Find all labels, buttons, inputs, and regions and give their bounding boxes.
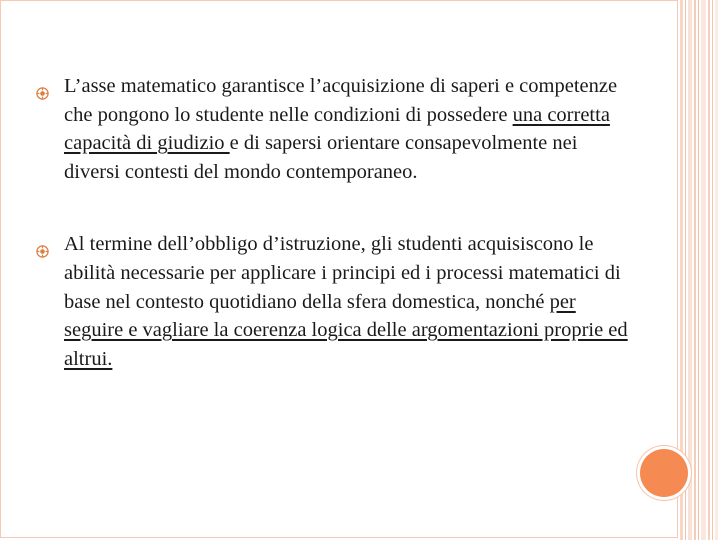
sun-bullet-icon bbox=[36, 80, 49, 93]
decorative-circle bbox=[640, 449, 688, 497]
underlined-phrase: per seguire e vagliare la coerenza logica delle argomentazioni proprie ed altrui. bbox=[64, 290, 628, 370]
decorative-stripe bbox=[715, 0, 718, 540]
decorative-stripe bbox=[698, 0, 699, 540]
bullet-text: L’asse matematico garantisce l’acquisizione di saperi e competenze che pongono lo studente nelle condizioni di possedere una corretta capacità di giudizio e di sapersi orientare consapevolmente nei diversi contesti del mondo contemporaneo. bbox=[64, 75, 618, 183]
slide-content bbox=[36, 72, 636, 373]
decorative-stripe bbox=[712, 0, 713, 540]
bullet-item bbox=[36, 72, 636, 186]
underlined-phrase: una corretta capacità di giudizio bbox=[64, 103, 610, 155]
decorative-stripe bbox=[701, 0, 706, 540]
decorative-stripe bbox=[685, 0, 686, 540]
sun-bullet-icon bbox=[36, 238, 49, 251]
bullet-item bbox=[36, 230, 636, 373]
decorative-stripe bbox=[688, 0, 692, 540]
decorative-stripe bbox=[694, 0, 696, 540]
decorative-stripe bbox=[708, 0, 710, 540]
bullet-text: Al termine dell’obbligo d’istruzione, gli studenti acquisiscono le abilità necessarie per applicare i principi ed i processi matematici di base nel contesto quotidiano della sfera domestica, nonché per seguire e vagliare la coerenza logica delle argomentazioni proprie ed altrui. bbox=[64, 233, 628, 370]
